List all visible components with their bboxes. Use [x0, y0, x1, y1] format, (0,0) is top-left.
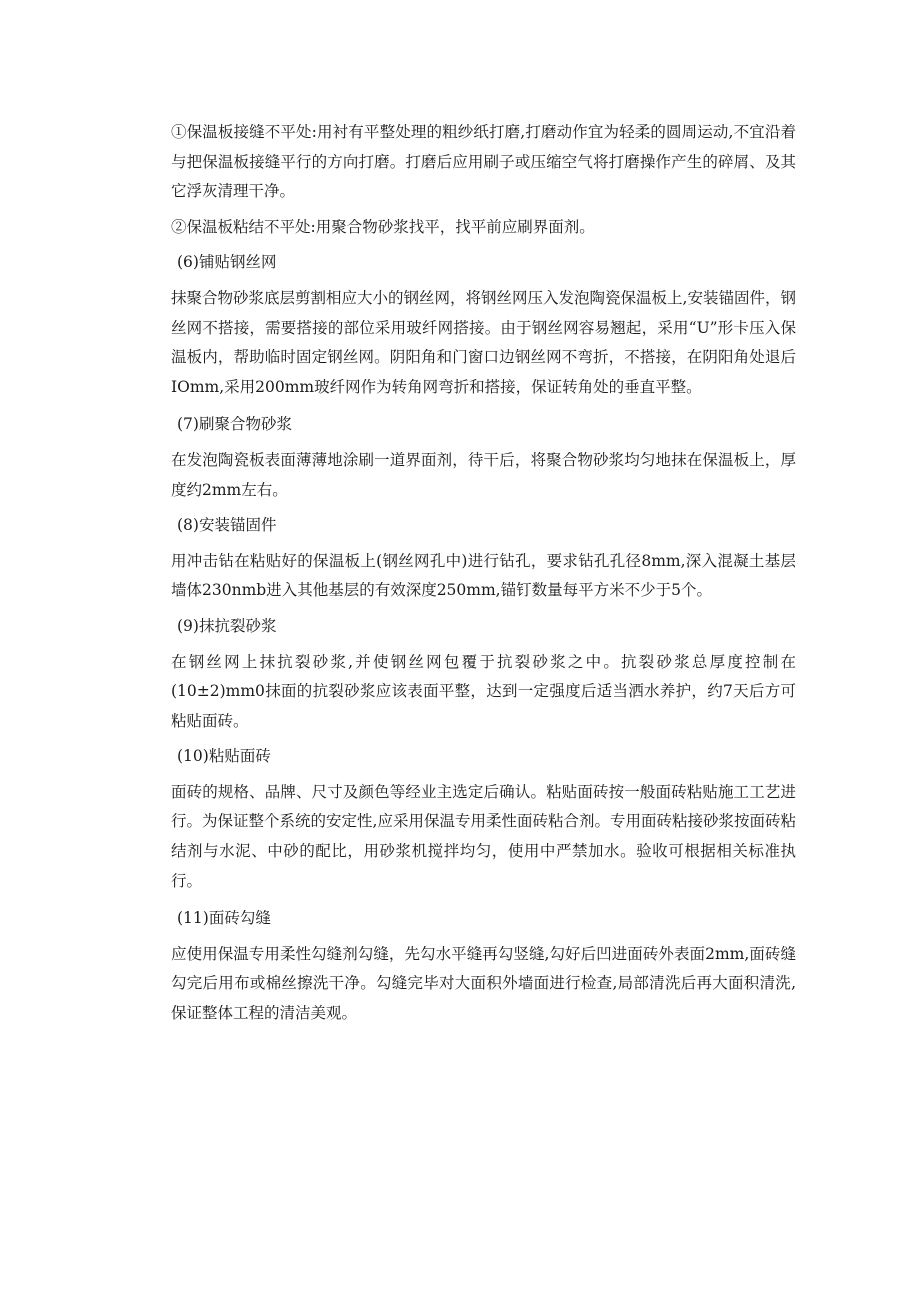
heading-polymer-mortar: (7)刷聚合物砂浆: [177, 415, 292, 434]
heading-grouting: (11)面砖勾缝: [177, 909, 271, 928]
paragraph-crack-mortar: 在钢丝网上抹抗裂砂浆,并使钢丝网包覆于抗裂砂浆之中。抗裂砂浆总厚度控制在(10±2)mm0抹面的抗裂砂浆应该表面平整，达到一定强度后适当洒水养护，约7天后方可粘贴面砖。: [171, 652, 796, 730]
heading-steel-mesh: (6)铺贴钢丝网: [177, 253, 277, 272]
document-body: [171, 118, 796, 1029]
heading-anchors: (8)安装锚固件: [177, 516, 277, 535]
paragraph-grouting: 应使用保温专用柔性勾缝剂勾缝，先勾水平缝再勾竖缝,勾好后凹进面砖外表面2mm,面砖缝勾完后用布或棉丝擦洗干净。勾缝完毕对大面积外墙面进行检查,局部清洗后再大面积清洗,保证整体工程的清洁美观。: [171, 944, 796, 1023]
paragraph-tiles: 面砖的规格、品牌、尺寸及颜色等经业主选定后确认。粘贴面砖按一般面砖粘贴施工工艺进行。为保证整个系统的安定性,应采用保温专用柔性面砖粘合剂。专用面砖粘接砂浆按面砖粘结剂与水泥、中砂的配比，用砂浆机搅拌均匀，使用中严禁加水。验收可根据相关标准执行。: [171, 782, 796, 890]
paragraph-anchors: 用冲击钻在粘贴好的保温板上(钢丝网孔中)进行钻孔，要求钻孔孔径8mm,深入混凝土基层墙体230nmb进入其他基层的有效深度250mm,锚钉数量每平方米不少于5个。: [171, 551, 796, 600]
heading-tiles: (10)粘贴面砖: [177, 747, 271, 766]
heading-crack-mortar: (9)抹抗裂砂浆: [177, 616, 277, 635]
paragraph-joint-unevenness: ①保温板接缝不平处:用衬有平整处理的粗纱纸打磨,打磨动作宜为轻柔的圆周运动,不宜沿着与把保温板接缝平行的方向打磨。打磨后应用刷子或压缩空气将打磨操作产生的碎屑、及其它浮灰清理干净。: [171, 123, 796, 201]
paragraph-polymer-mortar: 在发泡陶瓷板表面薄薄地涂刷一道界面剂，待干后，将聚合物砂浆均匀地抹在保温板上，厚度约2mm左右。: [171, 450, 796, 499]
paragraph-bonding-unevenness: ②保温板粘结不平处:用聚合物砂浆找平，找平前应刷界面剂。: [171, 217, 595, 236]
paragraph-steel-mesh: 抹聚合物砂浆底层剪割相应大小的钢丝网，将钢丝网压入发泡陶瓷保温板上,安装锚固件，钢丝网不搭接，需要搭接的部位采用玻纤网搭接。由于钢丝网容易翘起，采用“U”形卡压入保温板内，帮助临时固定钢丝网。阴阳角和门窗口边钢丝网不弯折，不搭接，在阴阳角处退后IOmm,采用200mm玻纤网作为转角网弯折和搭接，保证转角处的垂直平整。: [171, 288, 796, 396]
